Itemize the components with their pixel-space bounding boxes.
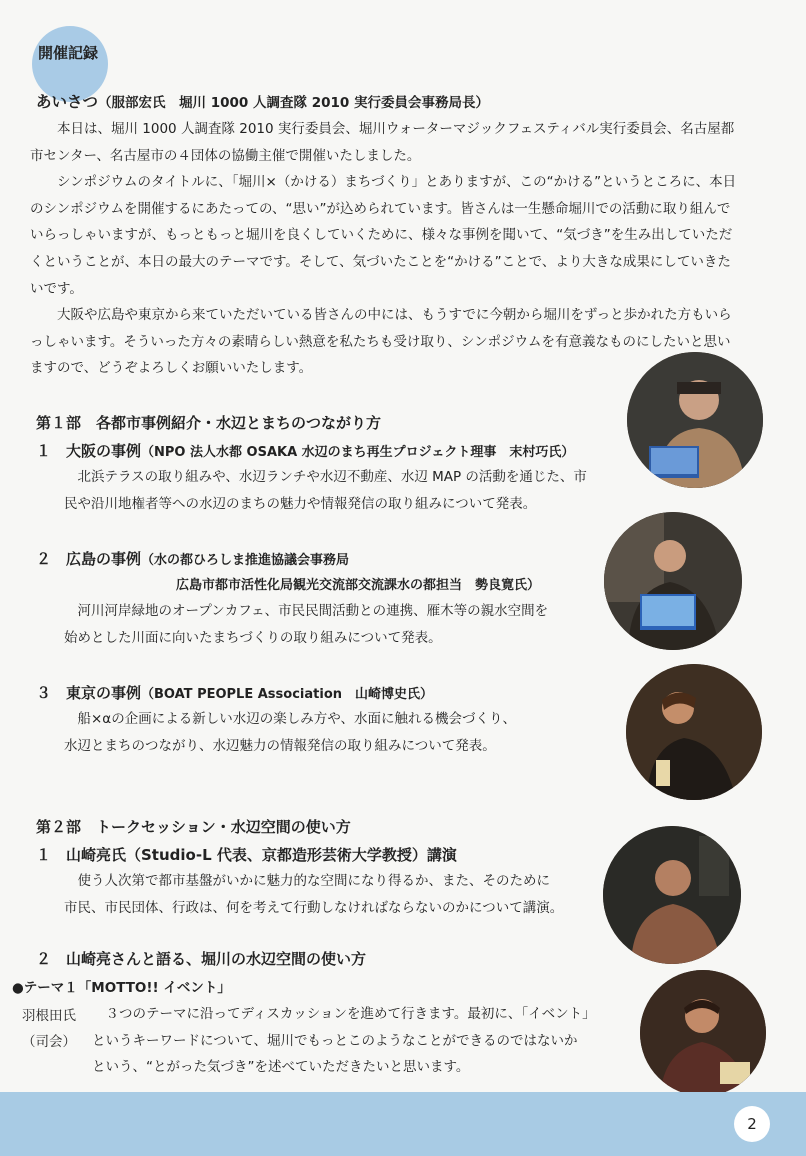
dialog-line: という、“とがった気づき”を述べていただきたいと思います。 bbox=[92, 1059, 470, 1076]
discussion-number: ２ bbox=[36, 950, 52, 968]
greeting-speaker: （服部宏氏 堀川 1000 人調査隊 2010 実行委員会事務局長） bbox=[98, 95, 489, 111]
talk-number: １ bbox=[36, 846, 52, 864]
talk-line: 市民、市民団体、行政は、何を考えて行動しなければならないのかについて講演。 bbox=[64, 900, 564, 916]
case-line: 北浜テラスの取り組みや、水辺ランチや水辺不動産、水辺 MAP の活動を通じた、市 bbox=[77, 469, 587, 485]
section-tag: 開催記録 bbox=[38, 44, 99, 62]
case-tokyo-heading bbox=[36, 682, 433, 703]
case-hiroshima-body bbox=[64, 598, 548, 652]
case-presenter: （水の都ひろしま推進協議会事務局 bbox=[141, 553, 350, 568]
speaker-photo-hiroshima bbox=[604, 512, 742, 650]
speaker-role: （司会） bbox=[22, 1034, 76, 1050]
case-line: 民や沿川地権者等への水辺のまちの魅力や情報発信の取り組みについて発表。 bbox=[64, 496, 537, 512]
case-number: ３ bbox=[36, 684, 52, 702]
dialog-text bbox=[92, 1001, 637, 1081]
talk-body bbox=[64, 868, 563, 922]
talk-title: 山崎亮氏（Studio-L 代表、京都造形芸術大学教授）講演 bbox=[66, 846, 457, 864]
case-line: 河川河岸緑地のオープンカフェ、市民民間活動との連携、雁木等の親水空間を bbox=[77, 603, 549, 619]
discussion-heading bbox=[36, 948, 366, 969]
greeting-paragraph: 大阪や広島や東京から来ていただいている皆さんの中には、もうすでに今朝から堀川をずっと歩かれた方もいらっしゃいます。そういった方々の素晴らしい熱意を私たちも受け取り、シンポジウムを有意義なものにしたいと思いますので、どうぞよろしくお願いいたします。 bbox=[30, 307, 732, 377]
theme-label: ●テーマ１「MOTTO!! イベント」 bbox=[12, 980, 231, 996]
case-title: 東京の事例 bbox=[66, 684, 142, 702]
greeting-heading bbox=[36, 90, 489, 112]
case-title: 大阪の事例 bbox=[66, 442, 142, 460]
part2-title: 第２部 トークセッション・水辺空間の使い方 bbox=[36, 818, 351, 836]
case-line: 船×αの企画による新しい水辺の楽しみ方や、水面に触れる機会づくり、 bbox=[77, 711, 516, 727]
case-presenter: （NPO 法人水都 OSAKA 水辺のまち再生プロジェクト理事 末村巧氏） bbox=[141, 445, 575, 460]
part1-title: 第１部 各都市事例紹介・水辺とまちのつながり方 bbox=[36, 414, 382, 432]
case-tokyo-body bbox=[64, 706, 516, 760]
case-title: 広島の事例 bbox=[66, 550, 142, 568]
greeting-title: あいさつ bbox=[36, 93, 99, 111]
speaker-name: 羽根田氏 bbox=[22, 1008, 76, 1024]
case-osaka-heading bbox=[36, 440, 574, 461]
case-line: 水辺とまちのつながり、水辺魅力の情報発信の取り組みについて発表。 bbox=[64, 738, 496, 754]
case-line: 始めとした川面に向いたまちづくりの取り組みについて発表。 bbox=[64, 630, 442, 646]
case-number: １ bbox=[36, 442, 52, 460]
talk-line: 使う人次第で都市基盤がいかに魅力的な空間になり得るか、また、そのために bbox=[77, 873, 550, 889]
case-presenter: （BOAT PEOPLE Association 山崎博史氏） bbox=[141, 687, 434, 702]
case-number: ２ bbox=[36, 550, 52, 568]
discussion-title: 山崎亮さんと語る、堀川の水辺空間の使い方 bbox=[66, 950, 367, 968]
footer-band bbox=[0, 1092, 806, 1156]
dialog-line: ３つのテーマに沿ってディスカッションを進めて行きます。最初に、「イベント」 bbox=[105, 1006, 596, 1022]
speaker-photo-osaka bbox=[627, 352, 763, 488]
speaker-photo-yamazaki bbox=[603, 826, 741, 964]
greeting-paragraph: 本日は、堀川 1000 人調査隊 2010 実行委員会、堀川ウォーターマジックフェスティバル実行委員会、名古屋都市センター、名古屋市の４団体の協働主催で開催いたしました。 bbox=[30, 121, 735, 164]
greeting-body bbox=[30, 116, 738, 382]
dialog-line: というキーワードについて、堀川でもっとこのようなことができるのではないか bbox=[92, 1032, 578, 1049]
page-number: 2 bbox=[734, 1106, 770, 1142]
speaker-photo-tokyo bbox=[626, 664, 762, 800]
case-osaka-body bbox=[64, 464, 587, 518]
case-hiroshima-heading bbox=[36, 548, 349, 569]
greeting-paragraph: シンポジウムのタイトルに、「堀川×（かける）まちづくり」とありますが、この“かける”というところに、本日のシンポジウムを開催するにあたっての、“思い”が込められています。皆さんは一生懸命堀川での活動に取り組んでいらっしゃいますが、もっともっと堀川を良くしていくために、様々な事例を聞いて、“気づき”を生み出していただくということが、本日の最大のテーマです。そして、気づいたことを“かける”ことで、より大きな成果にしていきたいです。 bbox=[30, 174, 737, 297]
case-presenter-cont: 広島市都市活性化局観光交流部交流課水の都担当 勢良寛氏） bbox=[176, 578, 541, 593]
speaker-photo-haneda bbox=[640, 970, 766, 1096]
talk-heading bbox=[36, 844, 457, 865]
